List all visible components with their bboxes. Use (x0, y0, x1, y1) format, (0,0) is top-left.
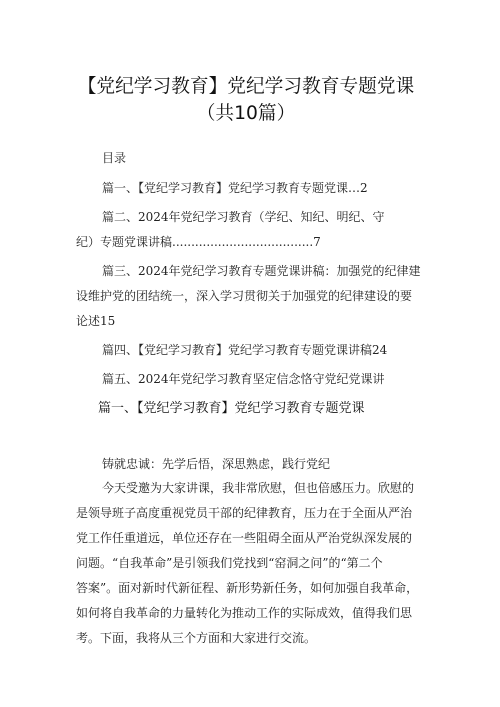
paragraph-line: 如何将自我革命的力量转化为推动工作的实际成效，值得我们思 (76, 606, 413, 620)
section-heading: 篇一、【党纪学习教育】党纪学习教育专题党课 (98, 401, 365, 416)
toc-item-3-continued[interactable]: 设维护党的团结统一，深入学习贯彻关于加强党的纪律建设的要 (76, 289, 413, 303)
toc-heading: 目录 (102, 151, 127, 165)
document-title: 【党纪学习教育】党纪学习教育专题党课 (77, 75, 415, 97)
paragraph-line: 考。下面，我将从三个方面和大家进行交流。 (76, 631, 317, 645)
toc-item-1[interactable]: 篇一、【党纪学习教育】党纪学习教育专题党课…2 (102, 181, 368, 195)
paragraph-line: 今天受邀为大家讲课，我非常欣慰，但也倍感压力。欣慰的 (102, 481, 415, 495)
toc-item-3[interactable]: 篇三、2024年党纪学习教育专题党课讲稿：加强党的纪律建 (102, 264, 421, 278)
paragraph-line: 答案”。面对新时代新征程、新形势新任务，如何加强自我革命， (76, 581, 419, 595)
section-subtitle: 铸就忠诚：先学后悟，深思熟虑，践行党纪 (102, 457, 331, 471)
paragraph-line: 是领导班子高度重视党员干部的纪律教育，压力在于全面从严治 (76, 506, 413, 520)
toc-item-2[interactable]: 篇二、2024年党纪学习教育（学纪、知纪、明纪、守 (102, 210, 385, 224)
toc-item-4[interactable]: 篇四、【党纪学习教育】党纪学习教育专题党课讲稿24 (102, 343, 388, 357)
document-title-count: （共10篇） (196, 102, 296, 124)
toc-item-3-page[interactable]: 论述15 (76, 314, 116, 328)
paragraph-line: 问题。“自我革命”是引领我们党找到“窑洞之问”的“第二个 (76, 556, 383, 570)
paragraph-line: 党工作任重道远，单位还存在一些阻碍全面从严治党纵深发展的 (76, 531, 413, 545)
toc-item-2-continued[interactable]: 纪）专题党课讲稿.....................................7 (76, 235, 321, 249)
toc-item-5[interactable]: 篇五、2024年党纪学习教育坚定信念恪守党纪党课讲 (102, 372, 385, 386)
